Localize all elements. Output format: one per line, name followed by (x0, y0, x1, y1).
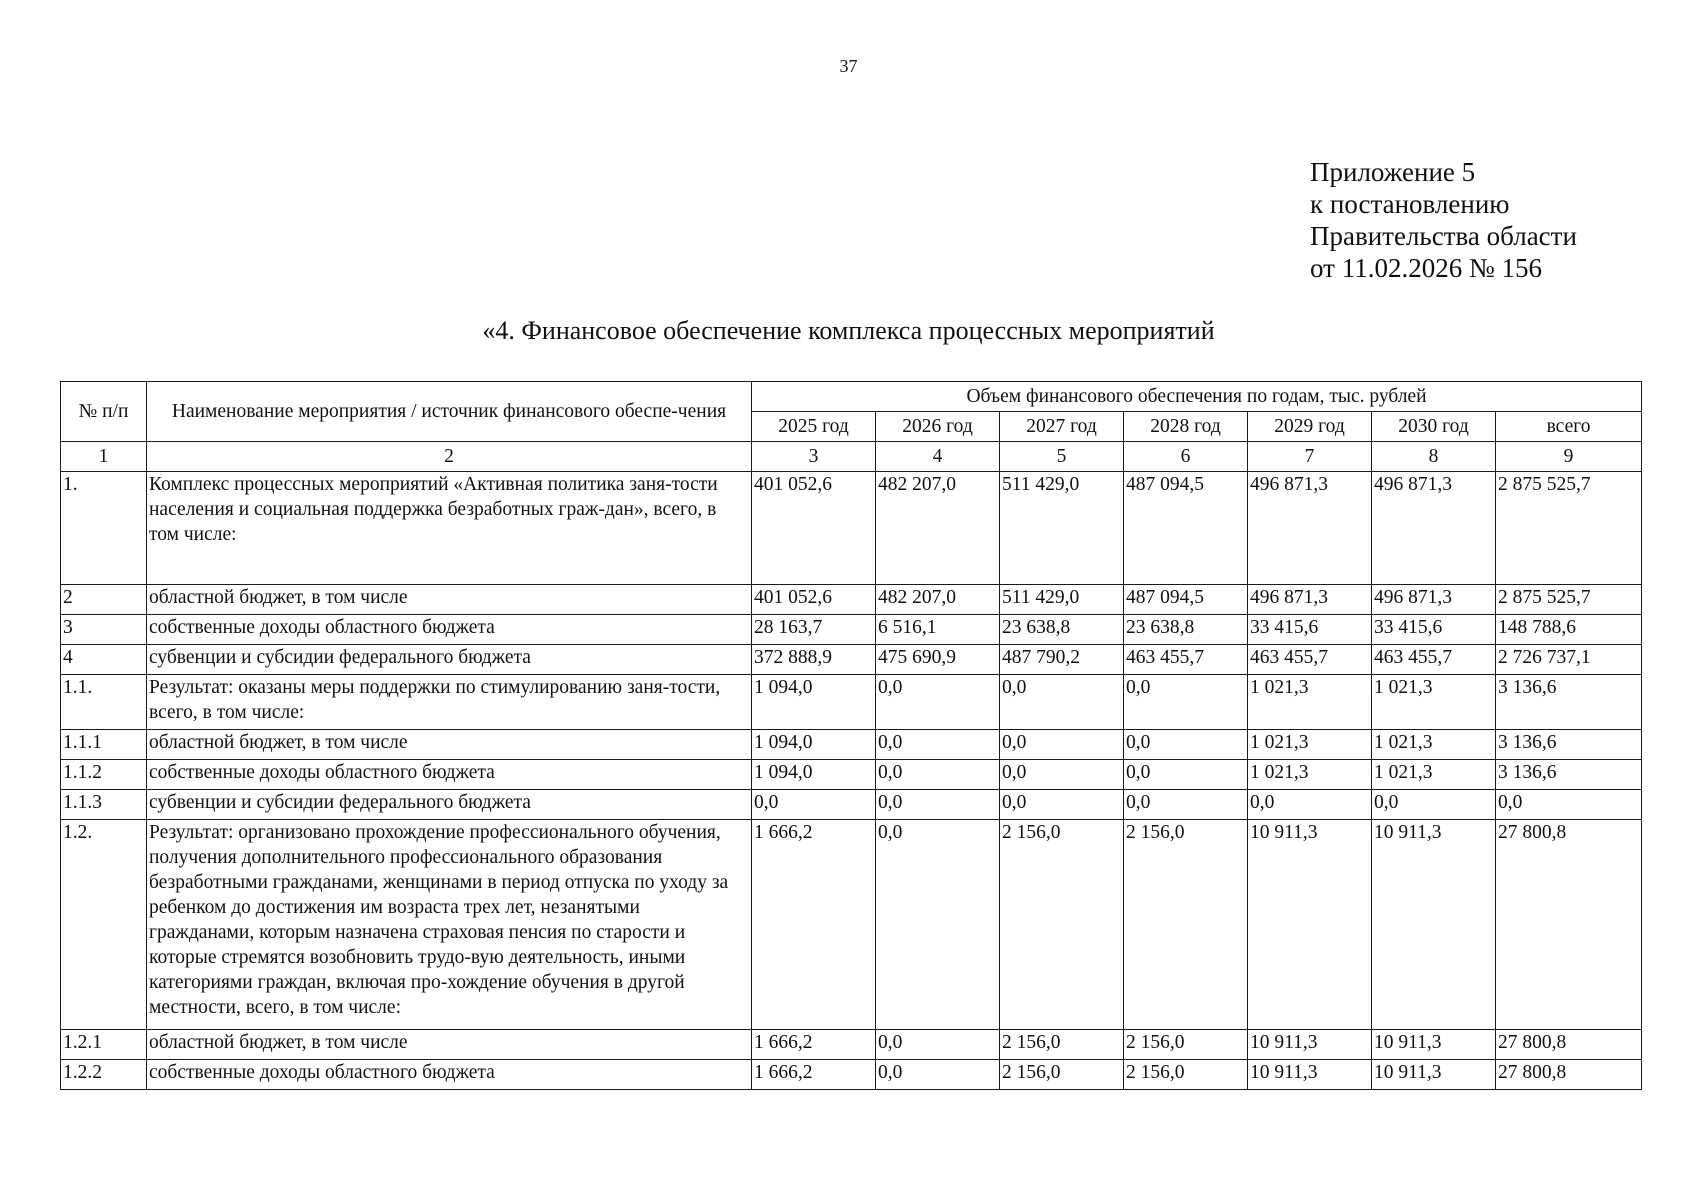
value-2030: 1 021,3 (1372, 730, 1496, 760)
value-2027: 487 790,2 (1000, 645, 1124, 675)
value-2025: 0,0 (752, 790, 876, 820)
value-2025: 1 666,2 (752, 820, 876, 1030)
table-row (61, 1030, 1642, 1060)
value-total: 3 136,6 (1496, 675, 1642, 730)
row-name: Результат: организовано прохождение профессионального обучения, получения дополнительного профессионального образования безработными гражданами, женщинами в период отпуска по уходу за ребенком до достижения им возраста трех лет, незанятыми гражданами, которым назначена страховая пенсия по старости и которые стремятся возобновить трудо-вую деятельность, иными категориями граждан, включая про-хождение обучения в другой местности, всего, в том числе: (147, 820, 752, 1030)
value-total: 148 788,6 (1496, 615, 1642, 645)
value-2028: 23 638,8 (1124, 615, 1248, 645)
page-number: 37 (839, 56, 858, 76)
row-name: Комплекс процессных мероприятий «Активная политика заня-тости населения и социальная поддержка безработных граж-дан», всего, в том числе: (147, 472, 752, 585)
value-2026: 0,0 (876, 1030, 1000, 1060)
value-total: 27 800,8 (1496, 1030, 1642, 1060)
header-name: Наименование мероприятия / источник финансового обеспе-чения (147, 382, 752, 442)
header-year: 2026 год (876, 412, 1000, 442)
appendix-line: Правительства области (1310, 221, 1577, 251)
table-row (61, 730, 1642, 760)
value-2026: 482 207,0 (876, 472, 1000, 585)
column-index: 4 (876, 442, 1000, 472)
header-year: 2029 год (1248, 412, 1372, 442)
value-2029: 1 021,3 (1248, 675, 1372, 730)
value-2030: 33 415,6 (1372, 615, 1496, 645)
value-2026: 0,0 (876, 675, 1000, 730)
value-2026: 482 207,0 (876, 585, 1000, 615)
value-2026: 0,0 (876, 760, 1000, 790)
value-2025: 1 094,0 (752, 760, 876, 790)
row-number: 2 (61, 585, 147, 615)
value-2030: 10 911,3 (1372, 1060, 1496, 1090)
row-name: областной бюджет, в том числе (147, 730, 752, 760)
value-2029: 10 911,3 (1248, 1060, 1372, 1090)
value-total: 3 136,6 (1496, 760, 1642, 790)
value-total: 27 800,8 (1496, 1060, 1642, 1090)
header-year: 2028 год (1124, 412, 1248, 442)
row-name: субвенции и субсидии федерального бюджета (147, 790, 752, 820)
value-2028: 463 455,7 (1124, 645, 1248, 675)
header-num: № п/п (61, 382, 147, 442)
value-2028: 0,0 (1124, 760, 1248, 790)
value-2026: 475 690,9 (876, 645, 1000, 675)
row-name: собственные доходы областного бюджета (147, 615, 752, 645)
column-index: 6 (1124, 442, 1248, 472)
value-2027: 0,0 (1000, 675, 1124, 730)
value-2025: 401 052,6 (752, 472, 876, 585)
value-2029: 33 415,6 (1248, 615, 1372, 645)
table-row (61, 675, 1642, 730)
value-2029: 463 455,7 (1248, 645, 1372, 675)
row-number: 3 (61, 615, 147, 645)
table-row (61, 585, 1642, 615)
row-number: 1.1.3 (61, 790, 147, 820)
row-name: областной бюджет, в том числе (147, 585, 752, 615)
value-2029: 496 871,3 (1248, 585, 1372, 615)
value-2027: 0,0 (1000, 790, 1124, 820)
value-total: 0,0 (1496, 790, 1642, 820)
value-2029: 10 911,3 (1248, 820, 1372, 1030)
column-index: 1 (61, 442, 147, 472)
appendix-line: к постановлению (1310, 189, 1510, 219)
value-2030: 1 021,3 (1372, 760, 1496, 790)
value-2027: 0,0 (1000, 760, 1124, 790)
table-row (61, 472, 1642, 585)
value-total: 2 875 525,7 (1496, 585, 1642, 615)
value-2027: 0,0 (1000, 730, 1124, 760)
row-name: субвенции и субсидии федерального бюджета (147, 645, 752, 675)
value-2025: 28 163,7 (752, 615, 876, 645)
column-index: 5 (1000, 442, 1124, 472)
value-2029: 10 911,3 (1248, 1030, 1372, 1060)
value-2030: 463 455,7 (1372, 645, 1496, 675)
value-2028: 0,0 (1124, 790, 1248, 820)
value-2030: 496 871,3 (1372, 472, 1496, 585)
row-number: 1.2. (61, 820, 147, 1030)
value-2025: 1 666,2 (752, 1060, 876, 1090)
value-2028: 2 156,0 (1124, 820, 1248, 1030)
value-2027: 2 156,0 (1000, 820, 1124, 1030)
table-row (61, 790, 1642, 820)
value-2025: 1 666,2 (752, 1030, 876, 1060)
value-2026: 0,0 (876, 1060, 1000, 1090)
value-2028: 2 156,0 (1124, 1030, 1248, 1060)
column-index: 7 (1248, 442, 1372, 472)
financing-table (60, 381, 1642, 1090)
value-2025: 1 094,0 (752, 675, 876, 730)
value-2027: 2 156,0 (1000, 1060, 1124, 1090)
appendix-block (1310, 156, 1577, 284)
row-number: 1.2.2 (61, 1060, 147, 1090)
value-total: 2 875 525,7 (1496, 472, 1642, 585)
value-total: 3 136,6 (1496, 730, 1642, 760)
value-2030: 10 911,3 (1372, 1030, 1496, 1060)
value-2029: 1 021,3 (1248, 730, 1372, 760)
column-index: 2 (147, 442, 752, 472)
value-2030: 10 911,3 (1372, 820, 1496, 1030)
value-2025: 1 094,0 (752, 730, 876, 760)
row-number: 1. (61, 472, 147, 585)
row-number: 1.2.1 (61, 1030, 147, 1060)
value-2028: 487 094,5 (1124, 585, 1248, 615)
table-row (61, 760, 1642, 790)
table-row (61, 1060, 1642, 1090)
row-name: областной бюджет, в том числе (147, 1030, 752, 1060)
row-number: 4 (61, 645, 147, 675)
value-2028: 0,0 (1124, 675, 1248, 730)
row-name: Результат: оказаны меры поддержки по стимулированию заня-тости, всего, в том числе: (147, 675, 752, 730)
value-total: 2 726 737,1 (1496, 645, 1642, 675)
value-2030: 0,0 (1372, 790, 1496, 820)
table-row (61, 645, 1642, 675)
value-2027: 23 638,8 (1000, 615, 1124, 645)
row-number: 1.1.2 (61, 760, 147, 790)
value-2028: 0,0 (1124, 730, 1248, 760)
column-index: 3 (752, 442, 876, 472)
header-year: 2025 год (752, 412, 876, 442)
value-2028: 2 156,0 (1124, 1060, 1248, 1090)
value-2027: 2 156,0 (1000, 1030, 1124, 1060)
value-2028: 487 094,5 (1124, 472, 1248, 585)
table-row (61, 820, 1642, 1030)
table-row (61, 615, 1642, 645)
value-2025: 372 888,9 (752, 645, 876, 675)
header-year: 2030 год (1372, 412, 1496, 442)
document-title: «4. Финансовое обеспечение комплекса процессных мероприятий (482, 316, 1215, 345)
value-2029: 496 871,3 (1248, 472, 1372, 585)
row-name: собственные доходы областного бюджета (147, 1060, 752, 1090)
column-index: 8 (1372, 442, 1496, 472)
row-number: 1.1.1 (61, 730, 147, 760)
header-total: всего (1496, 412, 1642, 442)
header-volume: Объем финансового обеспечения по годам, тыс. рублей (752, 382, 1642, 412)
value-2026: 0,0 (876, 820, 1000, 1030)
value-2026: 0,0 (876, 790, 1000, 820)
value-2027: 511 429,0 (1000, 585, 1124, 615)
value-2030: 1 021,3 (1372, 675, 1496, 730)
value-2027: 511 429,0 (1000, 472, 1124, 585)
appendix-line: от 11.02.2026 № 156 (1310, 253, 1542, 283)
value-2029: 0,0 (1248, 790, 1372, 820)
value-2026: 6 516,1 (876, 615, 1000, 645)
value-2025: 401 052,6 (752, 585, 876, 615)
row-name: собственные доходы областного бюджета (147, 760, 752, 790)
column-index: 9 (1496, 442, 1642, 472)
value-total: 27 800,8 (1496, 820, 1642, 1030)
header-year: 2027 год (1000, 412, 1124, 442)
value-2030: 496 871,3 (1372, 585, 1496, 615)
row-number: 1.1. (61, 675, 147, 730)
appendix-line: Приложение 5 (1310, 157, 1476, 187)
value-2029: 1 021,3 (1248, 760, 1372, 790)
value-2026: 0,0 (876, 730, 1000, 760)
